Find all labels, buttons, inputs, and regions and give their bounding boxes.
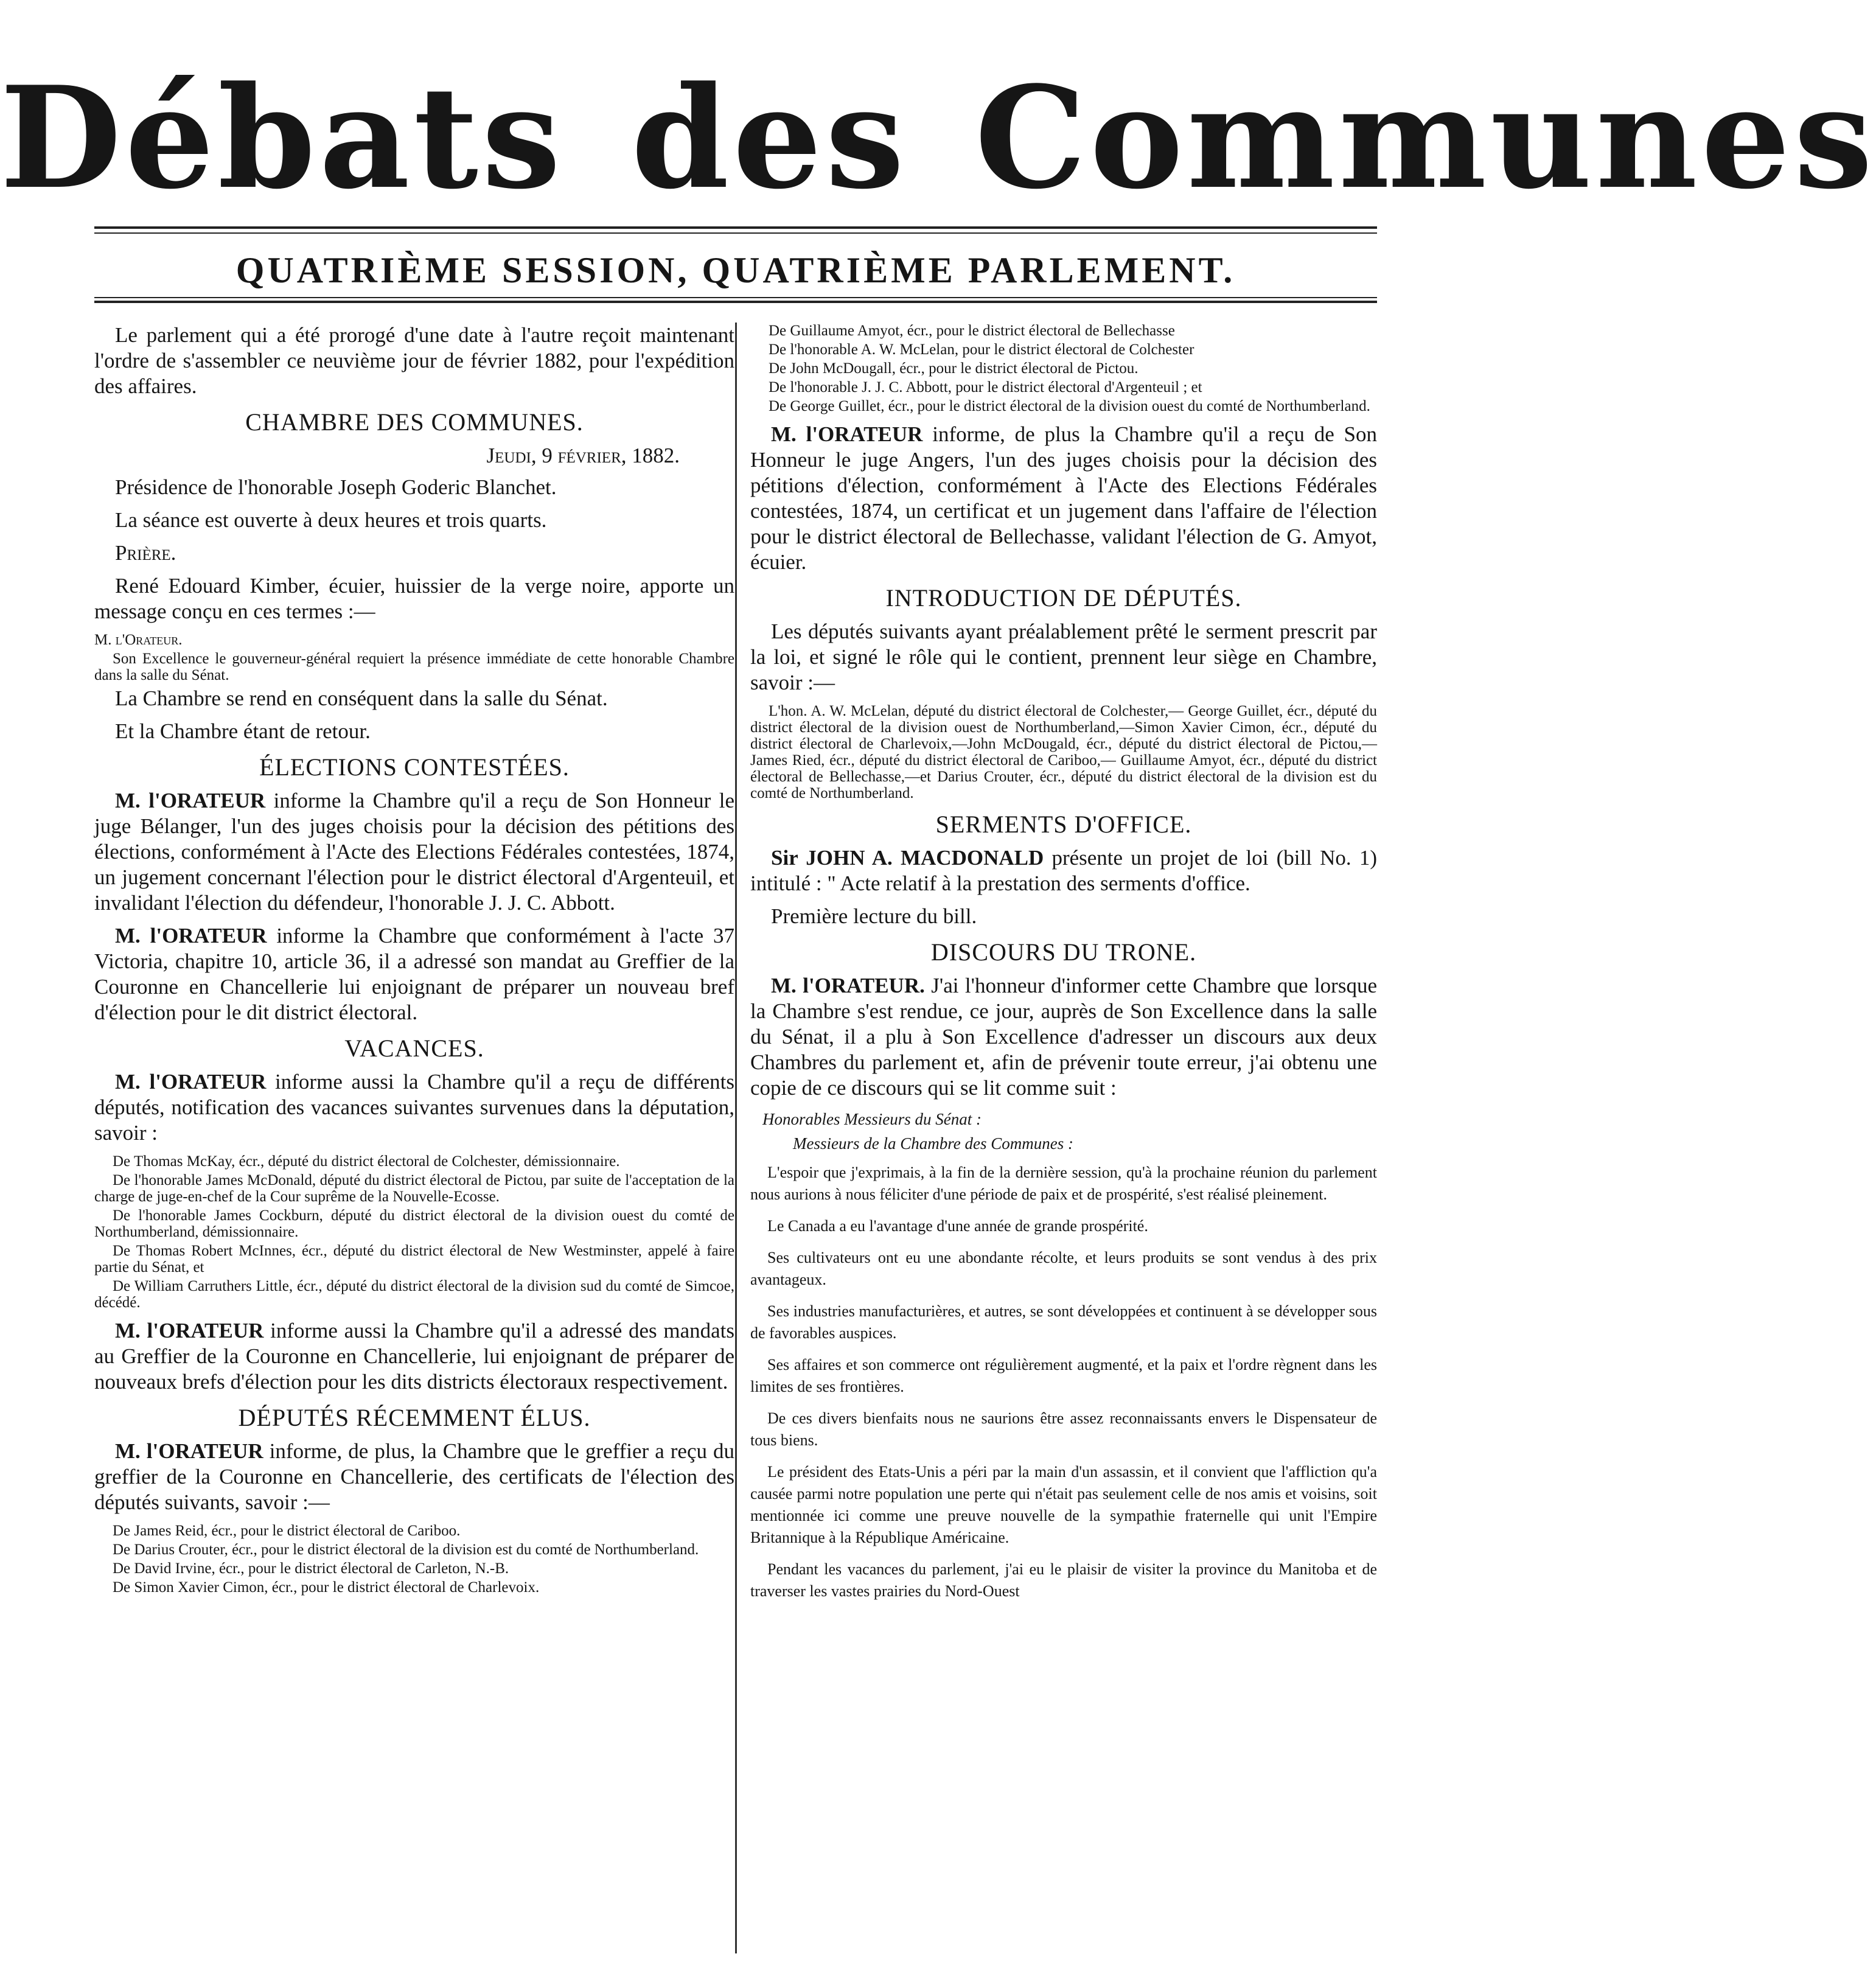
introduction-list: L'hon. A. W. McLelan, député du district électoral de Colchester,— George Guillet, écr., député du district électoral de la division ouest de Northumberland,—Simon Xavier Cimon, écr., député du district électoral de Charlevoix,—John McDougald, écr., député du district électoral de Pictou,—James Ried, écr., député du district électoral de Cariboo,— Guillaume Amyot, écr., député du district électoral de Bellechasse,—et Darius Crouter, écr., député du district électoral de la division est du comté de Northumberland. [750, 703, 1377, 801]
paragraph-text: informe, de plus la Chambre qu'il a reçu de Son Honneur le juge Angers, l'un des juges choisis pour la décision des pétitions d'élection, conformément à l'Acte des Elections Fédérales contestées, 1874, un certificat et un jugement dans l'affaire de l'élection pour le district électoral de Bellechasse, validant l'élection de G. Amyot, écuier. [750, 422, 1377, 574]
serments-heading: SERMENTS D'OFFICE. [935, 811, 1192, 838]
throne-paragraph: Ses cultivateurs ont eu une abondante récolte, et leurs produits se sont vendus à des prix avantageux. [750, 1249, 1377, 1288]
throne-paragraph: Le Canada a eu l'avantage d'une année de grande prospérité. [767, 1217, 1148, 1235]
salutation-communes: Messieurs de la Chambre des Communes : [793, 1134, 1073, 1153]
elu-item: De l'honorable J. J. C. Abbott, pour le district électoral d'Argenteuil ; et [769, 379, 1202, 396]
elu-item: De James Reid, écr., pour le district électoral de Cariboo. [113, 1523, 461, 1539]
elections-heading: ÉLECTIONS CONTESTÉES. [259, 753, 570, 781]
vacance-item: De l'honorable James Cockburn, député du district électoral de la division ouest du comté de Northumberland, démissionnaire. [94, 1207, 734, 1240]
seance-line: La séance est ouverte à deux heures et trois quarts. [115, 508, 547, 532]
speaker-name: M. l'ORATEUR [115, 924, 267, 948]
elu-item: De John McDougall, écr., pour le district électoral de Pictou. [769, 360, 1139, 377]
elu-item: De Guillaume Amyot, écr., pour le district électoral de Bellechasse [769, 323, 1175, 339]
salutation-senat: Honorables Messieurs du Sénat : [762, 1110, 982, 1128]
top-rule-thin [94, 232, 1377, 234]
masthead-word-2: des [631, 56, 908, 220]
paragraph-text: informe la Chambre qu'il a reçu de Son Honneur le juge Bélanger, l'un des juges choisis pour la décision des pétitions des élections, conformément à l'Acte des Elections Fédérales contestées, 1874, un jugement concernant l'élection pour le district électoral d'Argenteuil, et invalidant l'élection du défendeur, l'honorable J. J. C. Abbott. [94, 789, 734, 915]
premiere-lecture: Première lecture du bill. [771, 904, 977, 928]
paragraph-text: informe, de plus, la Chambre que le greffier a reçu du greffier de la Couronne en Chancellerie, des certificats de l'élection des députés suivants, savoir :— [94, 1439, 735, 1514]
throne-paragraph: De ces divers bienfaits nous ne saurions être assez reconnaissants envers le Dispensateur de tous biens. [750, 1409, 1377, 1449]
orateur-paragraph-6 [750, 422, 1377, 575]
speaker-name: M. l'ORATEUR. [771, 974, 925, 997]
excellence-message: Son Excellence le gouverneur-général requiert la présence immédiate de cette honorable Chambre dans la salle du Sénat. [94, 651, 734, 683]
elu-item: De Darius Crouter, écr., pour le district électoral de la division est du comté de Northumberland. [113, 1541, 699, 1558]
session-rule [94, 297, 1377, 298]
column-divider [735, 323, 737, 1953]
intro-paragraph: Le parlement qui a été prorogé d'une date à l'autre reçoit maintenant l'ordre de s'assembler ce neuvième jour de février 1882, pour l'expédition des affaires. [94, 323, 734, 398]
session-rule-thick [94, 301, 1377, 303]
speaker-name: M. l'ORATEUR [115, 1439, 263, 1463]
throne-paragraph: Ses industries manufacturières, et autres, se sont développées et continuent à se développer sous de favorables auspices. [750, 1302, 1377, 1342]
vacance-item: De l'honorable James McDonald, député du district électoral de Pictou, par suite de l'acceptation de la charge de juge-en-chef de la Cour suprême de la Nouvelle-Ecosse. [94, 1172, 734, 1205]
vacance-item: De William Carruthers Little, écr., député du district électoral de la division sud du comté de Simcoe, décédé. [94, 1278, 734, 1311]
speaker-name: M. l'ORATEUR [115, 1070, 267, 1094]
paragraph-text: présente un projet de loi (bill No. 1) intitulé : " Acte relatif à la prestation des serments d'office. [750, 846, 1378, 895]
throne-paragraph: Pendant les vacances du parlement, j'ai eu le plaisir de visiter la province du Manitoba et de traverser les vastes prairies du Nord-Ouest [750, 1560, 1377, 1600]
elu-item: De David Irvine, écr., pour le district électoral de Carleton, N.-B. [113, 1560, 509, 1577]
elu-item: De Simon Xavier Cimon, écr., pour le district électoral de Charlevoix. [113, 1579, 540, 1596]
orateur-paragraph-1 [94, 788, 734, 916]
orateur-paragraph-2 [94, 923, 734, 1025]
serments-paragraph [750, 845, 1377, 896]
vacances-heading: VACANCES. [344, 1035, 484, 1062]
discours-paragraph [750, 973, 1377, 1101]
speaker-name: M. l'ORATEUR [115, 1319, 264, 1342]
orateur-label: M. l'Orateur. [94, 632, 183, 648]
paragraph-text: informe aussi la Chambre qu'il a reçu de différents députés, notification des vacances suivantes survenues dans la députation, savoir : [94, 1070, 734, 1145]
speaker-name: Sir JOHN A. MACDONALD [771, 846, 1044, 870]
speaker-name: M. l'ORATEUR [771, 422, 923, 446]
throne-paragraph: L'espoir que j'exprimais, à la fin de la dernière session, qu'à la prochaine réunion du parlement nous aurions à nous féliciter d'une période de paix et de prospérité, s'est réalisé pleinement. [750, 1164, 1377, 1203]
paragraph-text: informe la Chambre que conformément à l'acte 37 Victoria, chapitre 10, article 36, il a adressé son mandat au Greffier de la Couronne en Chancellerie lui enjoignant de préparer un nouveau bref d'élection pour le dit district électoral. [94, 924, 734, 1024]
kimber-paragraph: René Edouard Kimber, écuier, huissier de la verge noire, apporte un message conçu en ces termes :— [94, 574, 734, 623]
masthead-title [0, 56, 1876, 220]
orateur-paragraph-3 [94, 1069, 734, 1146]
masthead-word-1: Débats [0, 56, 565, 220]
discours-heading: DISCOURS DU TRONE. [930, 938, 1197, 966]
retour-line: Et la Chambre étant de retour. [115, 719, 371, 743]
sitting-date: Jeudi, 9 février, 1882. [486, 444, 680, 467]
se-rend-line: La Chambre se rend en conséquent dans la salle du Sénat. [115, 686, 608, 710]
vacance-item: De Thomas Robert McInnes, écr., député du district électoral de New Westminster, appelé à faire partie du Sénat, et [94, 1243, 734, 1276]
right-column [750, 323, 1377, 1612]
vacance-item: De Thomas McKay, écr., député du district électoral de Colchester, démissionnaire. [113, 1153, 620, 1170]
paragraph-text: informe aussi la Chambre qu'il a adressé des mandats au Greffier de la Couronne en Chancellerie, lui enjoignant de préparer de nouveaux brefs d'élection pour les dits districts électoraux respectivement. [94, 1319, 735, 1394]
introduction-paragraph: Les députés suivants ayant préalablement prêté le serment prescrit par la loi, et signé le rôle qui le contient, prennent leur siège en Chambre, savoir :— [750, 620, 1377, 694]
elus-heading: DÉPUTÉS RÉCEMMENT ÉLUS. [238, 1404, 591, 1431]
elu-item: De George Guillet, écr., pour le district électoral de la division ouest du comté de Northumberland. [769, 398, 1370, 414]
left-column [94, 323, 734, 1598]
throne-paragraph: Le président des Etats-Unis a péri par la main d'un assassin, et il convient que l'affliction qu'a causée parmi notre population une perte qui n'était pas seulement celle de nos amis et voisins, soit mentionnée ici comme une preuve nouvelle de la sympathie fraternelle qui unit l'Empire Britannique à la République Américaine. [750, 1463, 1377, 1546]
priere-line: Prière. [115, 541, 176, 565]
orateur-paragraph-5 [94, 1439, 734, 1515]
introduction-heading: INTRODUCTION DE DÉPUTÉS. [885, 584, 1242, 612]
elu-item: De l'honorable A. W. McLelan, pour le district électoral de Colchester [769, 341, 1194, 358]
orateur-paragraph-4 [94, 1318, 734, 1395]
paragraph-text: J'ai l'honneur d'informer cette Chambre que lorsque la Chambre s'est rendue, ce jour, auprès de Son Excellence dans la salle du Sénat, il a plu à Son Excellence d'adresser un discours aux deux Chambres du parlement et, afin de prévenir toute erreur, j'ai obtenu une copie de ce discours qui se lit comme suit : [750, 974, 1377, 1100]
speaker-name: M. l'ORATEUR [115, 789, 266, 812]
session-title: QUATRIÈME SESSION, QUATRIÈME PARLEMENT. [235, 250, 1236, 290]
chambre-heading: CHAMBRE DES COMMUNES. [245, 408, 584, 436]
masthead-word-3: Communes [975, 56, 1876, 220]
top-rule [94, 226, 1377, 229]
throne-paragraph: Ses affaires et son commerce ont régulièrement augmenté, et la paix et l'ordre règnent dans les limites de ses frontières. [750, 1356, 1377, 1395]
presidence-line: Présidence de l'honorable Joseph Goderic Blanchet. [115, 475, 557, 499]
